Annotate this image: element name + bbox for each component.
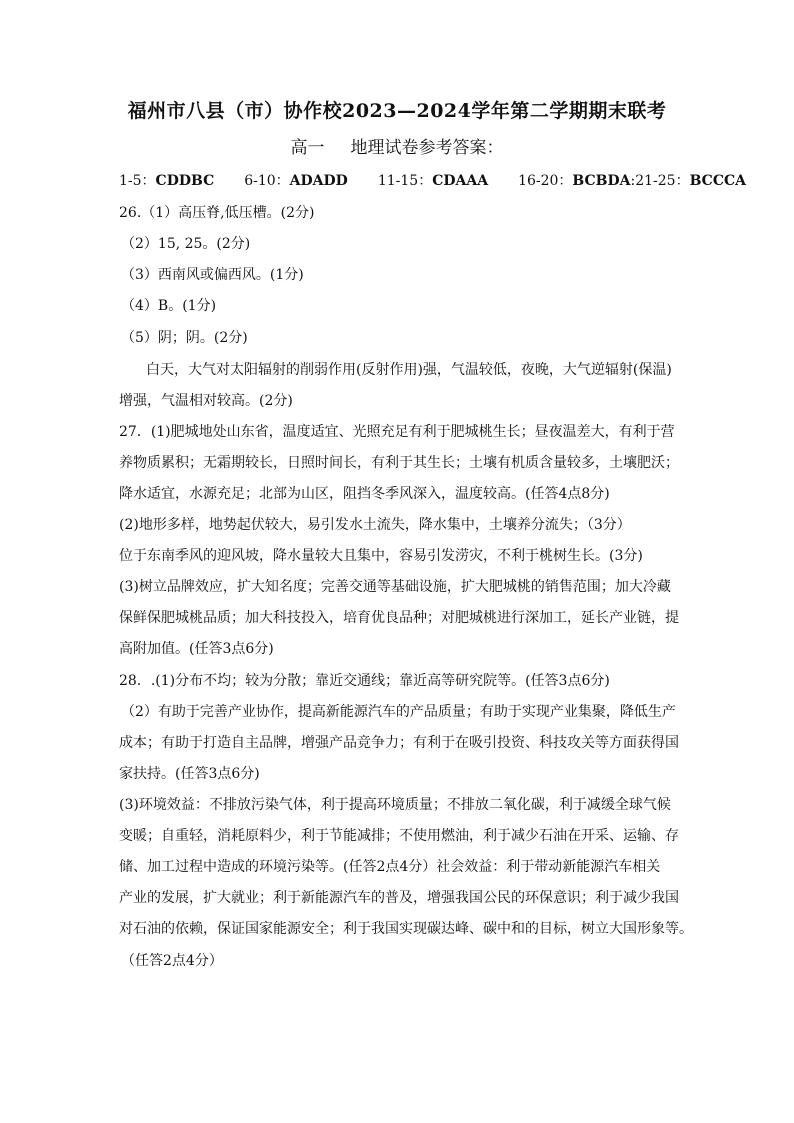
answer-line: 位于东南季风的迎风坡，降水量较大且集中，容易引发涝灾，不利于桃树生长。(3分) — [119, 548, 643, 564]
mc-group-label: 1-5： — [119, 173, 156, 189]
answer-line: 家扶持。(任答3点6分) — [119, 766, 260, 782]
answer-line: 变暖；自重轻，消耗原料少，利于节能减排；不使用燃油，利于减少石油在开采、运输、存 — [119, 828, 679, 844]
mc-group-label: :21-25： — [630, 173, 690, 189]
subtitle-grade: 高一 — [290, 138, 325, 158]
answer-line: (3)环境效益：不排放污染气体，利于提高环境质量；不排放二氧化碳，利于减缓全球气候 — [119, 797, 671, 813]
answer-line: （3）西南风或偏西风。(1分) — [121, 267, 304, 283]
mc-group-answers: CDAAA — [432, 173, 489, 189]
page-title: 福州市八县（市）协作校2023—2024学年第二学期期末联考 — [127, 100, 667, 122]
answer-line: （4）B。(1分) — [121, 298, 217, 314]
subtitle-subject: 地理试卷参考答案： — [350, 138, 504, 158]
answer-line: 储、加工过程中造成的环境污染等。(任答2点4分）社会效益：利于带动新能源汽车相关 — [119, 859, 661, 875]
answer-line: 白天，大气对太阳辐射的削弱作用(反射作用)强，气温较低，夜晚，大气逆辐射(保温) — [146, 362, 672, 378]
mc-group-answers: BCBDA — [572, 173, 631, 189]
answer-line: 降水适宜，水源充足；北部为山区，阻挡冬季风深入，温度较高。(任答4点8分) — [119, 486, 610, 502]
answer-line: 增强，气温相对较高。(2分) — [119, 393, 293, 409]
answer-line: 产业的发展，扩大就业；利于新能源汽车的普及，增强我国公民的环保意识；利于减少我国 — [119, 890, 679, 906]
multiple-choice-answers — [119, 171, 746, 191]
mc-group-answers: CDDBC — [155, 173, 215, 189]
answer-line: 27．(1)肥城地处山东省，温度适宜、光照充足有利于肥城桃生长；昼夜温差大，有利于营 — [119, 424, 675, 440]
answer-line: (2)地形多样，地势起伏较大，易引发水土流失，降水集中，土壤养分流失；（3分） — [119, 517, 631, 533]
answer-line: 对石油的依赖，保证国家能源安全；利于我国实现碳达峰、碳中和的目标，树立大国形象等。 — [119, 921, 693, 937]
mc-group-answers: BCCCA — [689, 173, 746, 189]
answer-line: （5）阴；阴。(2分) — [121, 330, 248, 346]
answer-line: （2）有助于完善产业协作，提高新能源汽车的产品质量；有助于实现产业集聚，降低生产 — [121, 704, 676, 720]
mc-group-label: 6-10： — [244, 173, 290, 189]
answer-line: (3)树立品牌效应，扩大知名度；完善交通等基础设施，扩大肥城桃的销售范围；加大冷藏 — [119, 579, 671, 595]
answer-line: 保鲜保肥城桃品质；加大科技投入，培育优良品种；对肥城桃进行深加工，延长产业链，提 — [119, 610, 679, 626]
answer-line: 成本；有助于打造自主品牌，增强产品竞争力；有利于在吸引投资、科技攻关等方面获得国 — [119, 735, 679, 751]
answer-line: 26.（1）高压脊,低压槽。(2分) — [119, 205, 315, 221]
answer-line: 高附加值。(任答3点6分) — [119, 641, 274, 657]
answer-line: （2）15, 25。(2分) — [121, 236, 251, 252]
answer-line: 养物质累积；无霜期较长，日照时间长，有利于其生长；土壤有机质含量较多，土壤肥沃； — [119, 455, 679, 471]
answer-line: （任答2点4分） — [121, 953, 223, 969]
mc-group-answers: ADADD — [289, 173, 348, 189]
mc-group-label: 11-15： — [377, 173, 433, 189]
mc-group-label: 16-20： — [518, 173, 573, 189]
page-subtitle — [0, 133, 794, 158]
answer-line: 28．.(1)分布不均；较为分散；靠近交通线；靠近高等研究院等。(任答3点6分) — [119, 673, 610, 689]
